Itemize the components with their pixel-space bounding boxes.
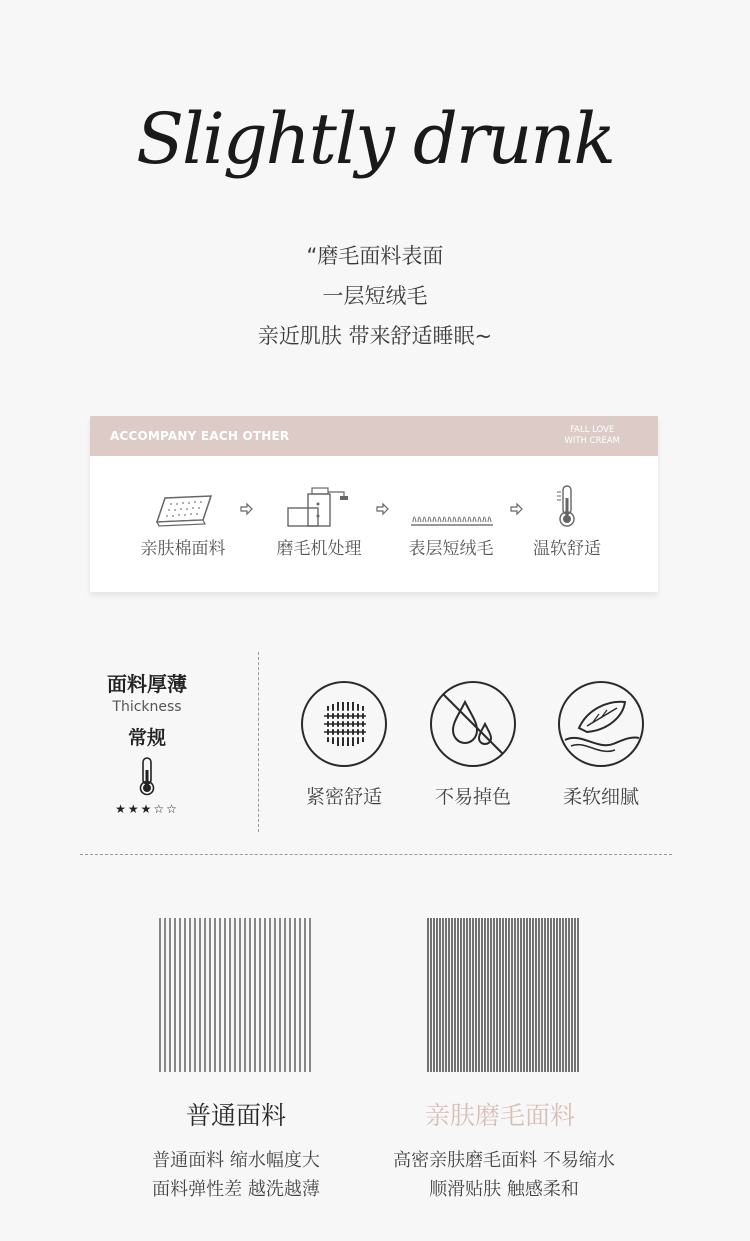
step-fleece <box>386 478 516 559</box>
thickness-title: 面料厚薄 <box>107 672 187 696</box>
horizontal-divider <box>80 854 672 855</box>
desc-line: 普通面料 缩水幅度大 <box>152 1150 320 1171</box>
premium-fabric-title: 亲肤磨毛面料 <box>424 1101 575 1130</box>
desc-line: 顺滑贴肤 触感柔和 <box>429 1179 579 1200</box>
quote-line-2: 一层短绒毛 <box>322 284 428 308</box>
normal-fabric-description <box>86 1146 386 1204</box>
quote-line-3: 亲近肌肤 带来舒适睡眠~ <box>257 324 493 348</box>
tagline-line-1: FALL LOVE <box>570 425 615 435</box>
step-label: 亲肤棉面料 <box>140 539 226 559</box>
feature-no-fade <box>418 680 528 809</box>
step-machine <box>254 478 384 559</box>
step-label: 磨毛机处理 <box>276 539 362 559</box>
process-steps <box>90 478 658 568</box>
vertical-divider <box>258 652 259 832</box>
arrow-right-icon <box>240 502 254 516</box>
step-label: 表层短绒毛 <box>408 539 494 559</box>
feature-dense <box>289 680 399 809</box>
process-card <box>90 416 658 592</box>
process-header-title: ACCOMPANY EACH OTHER <box>110 429 290 443</box>
thickness-subtitle: Thickness <box>112 699 182 715</box>
thickness-value: 常规 <box>127 727 166 749</box>
feature-label: 柔软细腻 <box>562 786 639 808</box>
feature-label: 紧密舒适 <box>305 786 382 808</box>
quote-line-1: “磨毛面料表面 <box>306 244 444 268</box>
desc-line: 高密亲肤磨毛面料 不易缩水 <box>393 1150 615 1171</box>
dense-weave-icon <box>300 680 388 768</box>
thermometer-icon <box>90 756 204 796</box>
tagline-line-2: WITH CREAM <box>564 436 620 446</box>
fleece-icon <box>386 478 516 528</box>
machine-icon <box>254 478 384 528</box>
premium-fabric-description <box>354 1146 654 1204</box>
thickness-block <box>90 668 204 816</box>
step-fabric <box>118 478 248 559</box>
feature-soft <box>546 680 656 809</box>
process-header-tagline <box>564 425 620 447</box>
desc-line: 面料弹性差 越洗越薄 <box>152 1179 320 1200</box>
normal-fabric-texture <box>158 918 312 1072</box>
step-warm <box>502 478 632 559</box>
process-header <box>90 416 658 456</box>
thermometer-icon <box>502 478 632 528</box>
premium-fabric-texture <box>426 918 580 1072</box>
normal-fabric-title: 普通面料 <box>185 1101 286 1130</box>
intro-quote <box>0 236 750 356</box>
hero-title: Slightly drunk <box>136 98 614 180</box>
step-label: 温软舒适 <box>533 539 601 559</box>
fabric-icon <box>118 478 248 528</box>
feature-label: 不易掉色 <box>434 786 511 808</box>
thickness-rating: ★★★☆☆ <box>115 802 179 816</box>
no-fade-icon <box>429 680 517 768</box>
soft-feather-icon <box>557 680 645 768</box>
